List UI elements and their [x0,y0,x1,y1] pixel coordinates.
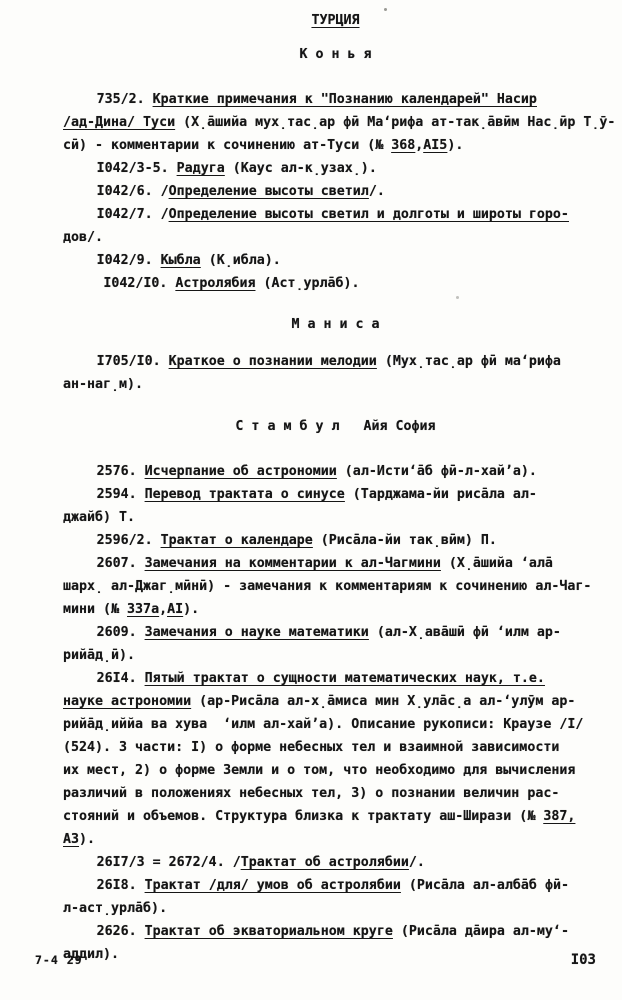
plain-text: (ал-Х̣ава̄шӣ фӣ ʻилм ар- [368,625,561,640]
plain-text: /. [408,855,425,870]
plain-text: (Каус ал-к̣узах̣). [224,161,377,176]
catalog-entry [63,203,608,249]
plain-text: I042/3-5. [96,161,177,176]
sections-container [63,43,616,966]
underlined-text: науке астрономии [63,694,192,709]
plain-text: рийа̄д̣иййа ва хува ʻилм ал-хайʼа). Описание рукописи: Краузе /I/ [63,717,584,732]
plain-text: их мест, 2) о форме Земли и о том, что необходимо для вычисления [63,763,576,778]
plain-text: (524). 3 части: I) о форме небесных тел и взаимной зависимости [63,740,560,755]
section [63,43,616,295]
plain-text: (К̣ибла). [200,253,281,268]
plain-text: шарх̣ ал-Джаг̣мӣнӣ) - замечания к комментариям к сочинению ал-Чаг- [63,579,592,594]
text-line [63,575,608,598]
page-title-text: ТУРЦИЯ [311,13,360,28]
underlined-text: Астролябия [175,276,256,291]
plain-text: (Мух̣тас̣ар фӣ маʻрифа [376,354,561,369]
underlined-text: А3 [63,832,80,847]
text-line [63,157,608,180]
catalog-entry [63,88,616,157]
page-number: I03 [570,952,596,968]
catalog-entry [63,483,608,529]
text-line [63,598,608,621]
section-heading: К о н ь я [299,47,372,62]
text-line [63,713,608,736]
text-line [63,88,608,111]
text-line [63,272,608,295]
catalog-entry [63,157,608,180]
underlined-text: Кыбла [160,253,201,268]
text-line [63,226,608,249]
underlined-text: 368 [391,138,416,153]
page-footer [35,952,596,968]
plain-text: I042/7. / [96,207,169,222]
catalog-entry [63,460,608,483]
plain-text: (ал-Истиʻа̄б фӣ-л-хайʼа). [336,464,537,479]
catalog-entry [63,874,608,920]
plain-text: различий в положениях небесных тел, 3) о познании величин рас- [63,786,560,801]
plain-text: (Риса̄ла да̄ира ал-муʻ- [392,924,569,939]
plain-text: 2626. [96,924,145,939]
plain-text: рийа̄д̣ӣ). [63,648,136,663]
plain-text: (Х̣а̄шийа мух̣тас̣ар фӣ Маʻрифа ат-так̣а̄вӣм Нас̣ӣр Т̣ӯ- [175,115,616,130]
plain-text: 2609. [96,625,145,640]
catalog-entry [63,350,608,396]
catalog-entry [63,249,608,272]
catalog-entry [63,552,608,621]
underlined-text: 387, [543,809,576,824]
underlined-text: Радуга [176,161,225,176]
catalog-entry [63,851,608,874]
catalog-entry [63,667,608,851]
plain-text: ). [447,138,464,153]
text-line [63,782,608,805]
text-line [63,851,608,874]
text-line [63,350,608,373]
text-line [63,644,608,667]
text-line [63,552,608,575]
plain-text: аддил). [63,947,120,962]
scan-speck [384,8,387,11]
plain-text: ). [183,602,200,617]
plain-text: , [415,138,424,153]
plain-text: /. [368,184,385,199]
plain-text: мини (№ [63,602,128,617]
plain-text: 735/2. [96,92,153,107]
plain-text: 2594. [96,487,145,502]
plain-text: сӣ) - комментарии к сочинению ат-Туси (№ [63,138,392,153]
text-line [63,805,608,828]
plain-text: 26I4. [96,671,145,686]
plain-text: 2576. [96,464,145,479]
text-line [63,759,608,782]
section-heading: М а н и с а [291,317,380,332]
text-line [63,373,608,396]
plain-text: стояний и объемов. Структура близка к трактату аш-Ширази (№ [63,809,544,824]
underlined-text: Трактат об экваториальном круге [144,924,393,939]
plain-text: (Тарджама-йи риса̄ла ал- [344,487,537,502]
catalog-entry [63,272,608,295]
underlined-text: Исчерпание об астрономии [144,464,337,479]
plain-text: I042/6. / [96,184,169,199]
underlined-text: Определение высоты светил [168,184,369,199]
plain-text: I042/I0. [103,276,176,291]
text-line [63,460,608,483]
plain-text: I705/I0. [96,354,169,369]
plain-text: , [159,602,168,617]
underlined-text: Замечания на комментарии к ал-Чагмини [144,556,441,571]
plain-text: I042/9. [96,253,161,268]
text-line [63,736,608,759]
underlined-text: /ад-Дина/ Туси [63,115,176,130]
text-line [63,874,608,897]
page-title [63,9,608,32]
plain-text: (Х̣а̄шийа ʻала̄ [440,556,553,571]
text-line [63,897,608,920]
plain-text: 26I7/3 = 2672/4. / [96,855,241,870]
underlined-text: Перевод трактата о синусе [144,487,345,502]
text-line [63,506,608,529]
plain-text: джайб) Т. [63,510,136,525]
text-line [63,621,608,644]
underlined-text: 337а [127,602,160,617]
underlined-text: Краткие примечания к "Познанию календарей" Насир [152,92,537,107]
underlined-text: Трактат /для/ умов об астролябии [144,878,401,893]
text-line [63,134,608,157]
text-line [63,529,608,552]
text-line [63,690,608,713]
page-content [63,9,616,966]
section-heading: С т а м б у л Айя София [235,419,436,434]
plain-text: 2607. [96,556,145,571]
underlined-text: Трактат о календаре [160,533,313,548]
catalog-entry [63,180,608,203]
plain-text: дов/. [63,230,104,245]
underlined-text: Определение высоты светил и долготы и широты горо- [168,207,569,222]
footer-signature-mark: 7-4 29 [35,953,83,967]
plain-text: (Риса̄ла ал-алба̄б фӣ- [400,878,569,893]
underlined-text: Трактат об астролябии [240,855,409,870]
text-line [63,828,608,851]
underlined-text: Пятый трактат о сущности математических наук, т.е. [144,671,545,686]
section [63,415,608,966]
text-line [63,203,608,226]
underlined-text: Замечания о науке математики [144,625,369,640]
plain-text: 2596/2. [96,533,161,548]
plain-text: л-аст̣урла̄б). [63,901,168,916]
text-line [63,483,608,506]
plain-text: (Аст̣урла̄б). [255,276,360,291]
text-line [63,249,608,272]
plain-text: (ар-Риса̄ла ал-х̣а̄миса мин Х̣ула̄с̣а ал-ʻулӯм ар- [191,694,576,709]
plain-text: ан-наг̣м). [63,377,144,392]
underlined-text: Краткое о познании мелодии [168,354,377,369]
catalog-entry [63,621,608,667]
plain-text: ). [79,832,96,847]
text-line [63,111,616,134]
text-line [63,180,608,203]
section [63,313,608,396]
plain-text: 26I8. [96,878,145,893]
underlined-text: АI5 [423,138,448,153]
underlined-text: АI [167,602,184,617]
plain-text: (Риса̄ла-йи так̣вӣм) П. [312,533,497,548]
text-line [63,920,608,943]
catalog-entry [63,529,608,552]
scan-speck [456,296,459,299]
text-line [63,667,608,690]
